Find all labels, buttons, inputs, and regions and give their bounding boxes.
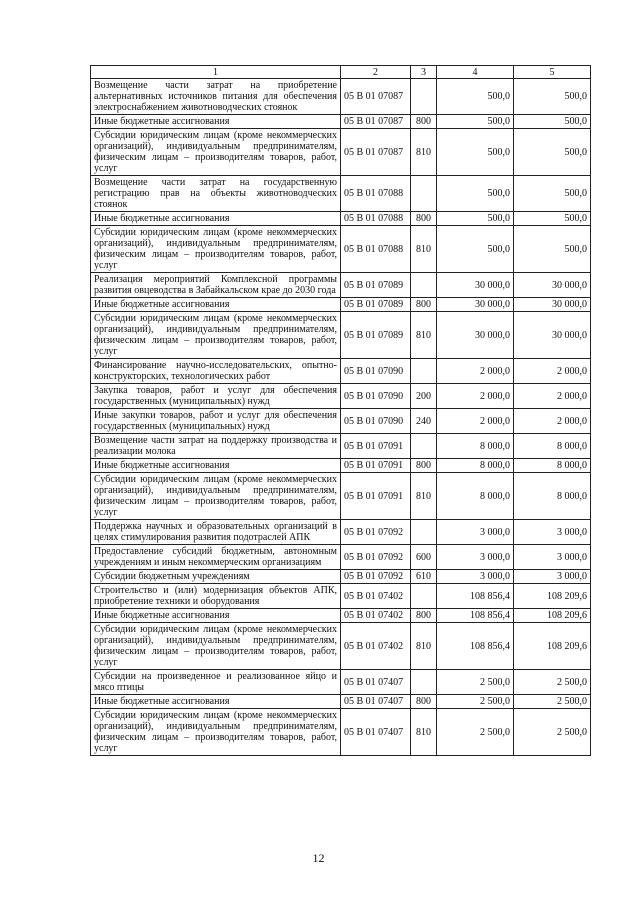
- row-expense-type: [411, 273, 437, 298]
- table-row: [91, 473, 591, 520]
- row-amount-1: 3 000,0: [437, 570, 514, 584]
- row-name: Иные бюджетные ассигнования: [91, 298, 341, 312]
- row-amount-1: 30 000,0: [437, 298, 514, 312]
- row-expense-type: [411, 584, 437, 609]
- row-code: 05 В 01 07089: [341, 298, 411, 312]
- row-code: 05 В 01 07092: [341, 545, 411, 570]
- row-amount-2: 2 000,0: [514, 409, 591, 434]
- row-code: 05 В 01 07087: [341, 115, 411, 129]
- table-row: [91, 298, 591, 312]
- row-code: 05 В 01 07407: [341, 670, 411, 695]
- row-amount-2: 30 000,0: [514, 273, 591, 298]
- row-expense-type: 810: [411, 473, 437, 520]
- header-row: [91, 66, 591, 79]
- row-name: Предоставление субсидий бюджетным, автономным учреждениям и иным некоммерческим организациям: [91, 545, 341, 570]
- row-expense-type: [411, 434, 437, 459]
- table-row: [91, 176, 591, 212]
- row-amount-1: 108 856,4: [437, 609, 514, 623]
- row-amount-1: 8 000,0: [437, 434, 514, 459]
- row-expense-type: 610: [411, 570, 437, 584]
- row-expense-type: [411, 176, 437, 212]
- row-expense-type: 810: [411, 129, 437, 176]
- row-name: Субсидии юридическим лицам (кроме некоммерческих организаций), индивидуальным предпринимателям, физическим лицам – производителям товаров, работ, услуг: [91, 473, 341, 520]
- header-col-2: 2: [341, 66, 411, 79]
- row-code: 05 В 01 07091: [341, 434, 411, 459]
- row-expense-type: 800: [411, 609, 437, 623]
- table-row: [91, 226, 591, 273]
- table-row: [91, 359, 591, 384]
- row-name: Реализация мероприятий Комплексной программы развития овцеводства в Забайкальском крае до 2030 года: [91, 273, 341, 298]
- row-amount-2: 2 500,0: [514, 670, 591, 695]
- row-expense-type: 810: [411, 226, 437, 273]
- row-amount-2: 108 209,6: [514, 623, 591, 670]
- row-name: Иные бюджетные ассигнования: [91, 212, 341, 226]
- row-amount-1: 2 500,0: [437, 709, 514, 756]
- table-row: [91, 570, 591, 584]
- row-amount-2: 3 000,0: [514, 570, 591, 584]
- table-header: [91, 66, 591, 79]
- row-code: 05 В 01 07407: [341, 695, 411, 709]
- row-code: 05 В 01 07402: [341, 584, 411, 609]
- row-expense-type: [411, 670, 437, 695]
- page-number: 12: [312, 851, 325, 865]
- row-amount-1: 2 000,0: [437, 409, 514, 434]
- row-amount-1: 500,0: [437, 226, 514, 273]
- row-code: 05 В 01 07087: [341, 129, 411, 176]
- table-row: [91, 129, 591, 176]
- row-amount-2: 3 000,0: [514, 520, 591, 545]
- row-amount-1: 500,0: [437, 129, 514, 176]
- row-amount-1: 500,0: [437, 115, 514, 129]
- header-col-1: 1: [91, 66, 341, 79]
- table-row: [91, 623, 591, 670]
- row-expense-type: [411, 79, 437, 115]
- row-expense-type: 800: [411, 695, 437, 709]
- row-name: Субсидии на произведенное и реализованное яйцо и мясо птицы: [91, 670, 341, 695]
- row-amount-1: 30 000,0: [437, 273, 514, 298]
- row-amount-1: 108 856,4: [437, 623, 514, 670]
- row-expense-type: 800: [411, 212, 437, 226]
- row-amount-1: 3 000,0: [437, 520, 514, 545]
- row-amount-1: 30 000,0: [437, 312, 514, 359]
- row-name: Финансирование научно-исследовательских, опытно-конструкторских, технологических работ: [91, 359, 341, 384]
- table-row: [91, 273, 591, 298]
- row-expense-type: 200: [411, 384, 437, 409]
- row-expense-type: 800: [411, 115, 437, 129]
- row-expense-type: 810: [411, 709, 437, 756]
- row-expense-type: [411, 359, 437, 384]
- row-amount-1: 108 856,4: [437, 584, 514, 609]
- row-name: Возмещение части затрат на поддержку производства и реализации молока: [91, 434, 341, 459]
- row-amount-2: 8 000,0: [514, 434, 591, 459]
- row-amount-2: 500,0: [514, 115, 591, 129]
- row-amount-2: 500,0: [514, 129, 591, 176]
- row-amount-2: 30 000,0: [514, 298, 591, 312]
- row-code: 05 В 01 07087: [341, 79, 411, 115]
- row-amount-1: 500,0: [437, 79, 514, 115]
- table-row: [91, 434, 591, 459]
- row-expense-type: 240: [411, 409, 437, 434]
- table-row: [91, 709, 591, 756]
- table-row: [91, 609, 591, 623]
- table-body: [91, 79, 591, 756]
- row-amount-2: 3 000,0: [514, 545, 591, 570]
- row-amount-2: 500,0: [514, 212, 591, 226]
- row-code: 05 В 01 07092: [341, 570, 411, 584]
- row-expense-type: 600: [411, 545, 437, 570]
- row-code: 05 В 01 07402: [341, 623, 411, 670]
- row-name: Поддержка научных и образовательных организаций в целях стимулирования развития подотраслей АПК: [91, 520, 341, 545]
- row-name: Субсидии юридическим лицам (кроме некоммерческих организаций), индивидуальным предпринимателям, физическим лицам – производителям товаров, работ, услуг: [91, 129, 341, 176]
- row-code: 05 В 01 07091: [341, 459, 411, 473]
- table-row: [91, 115, 591, 129]
- row-amount-1: 2 000,0: [437, 384, 514, 409]
- row-code: 05 В 01 07091: [341, 473, 411, 520]
- row-amount-2: 500,0: [514, 176, 591, 212]
- table-row: [91, 409, 591, 434]
- table-row: [91, 545, 591, 570]
- table-row: [91, 520, 591, 545]
- table-row: [91, 584, 591, 609]
- table-row: [91, 670, 591, 695]
- header-col-5: 5: [514, 66, 591, 79]
- table-row: [91, 79, 591, 115]
- row-code: 05 В 01 07090: [341, 409, 411, 434]
- table-row: [91, 459, 591, 473]
- row-amount-2: 2 500,0: [514, 695, 591, 709]
- row-amount-2: 8 000,0: [514, 473, 591, 520]
- row-name: Иные закупки товаров, работ и услуг для обеспечения государственных (муниципальных) нужд: [91, 409, 341, 434]
- row-amount-2: 2 000,0: [514, 359, 591, 384]
- row-name: Субсидии юридическим лицам (кроме некоммерческих организаций), индивидуальным предпринимателям, физическим лицам – производителям товаров, работ, услуг: [91, 226, 341, 273]
- row-amount-1: 8 000,0: [437, 459, 514, 473]
- row-amount-1: 500,0: [437, 212, 514, 226]
- table-row: [91, 384, 591, 409]
- row-amount-1: 2 500,0: [437, 670, 514, 695]
- row-amount-1: 500,0: [437, 176, 514, 212]
- row-amount-1: 2 500,0: [437, 695, 514, 709]
- row-name: Возмещение части затрат на приобретение альтернативных источников питания для обеспечения электроснабжением животноводческих стоянок: [91, 79, 341, 115]
- row-code: 05 В 01 07402: [341, 609, 411, 623]
- row-code: 05 В 01 07089: [341, 312, 411, 359]
- row-name: Субсидии юридическим лицам (кроме некоммерческих организаций), индивидуальным предпринимателям, физическим лицам – производителям товаров, работ, услуг: [91, 623, 341, 670]
- row-name: Иные бюджетные ассигнования: [91, 695, 341, 709]
- row-expense-type: [411, 520, 437, 545]
- row-name: Субсидии бюджетным учреждениям: [91, 570, 341, 584]
- row-code: 05 В 01 07088: [341, 226, 411, 273]
- row-amount-2: 500,0: [514, 226, 591, 273]
- row-expense-type: 810: [411, 312, 437, 359]
- row-amount-1: 3 000,0: [437, 545, 514, 570]
- row-name: Субсидии юридическим лицам (кроме некоммерческих организаций), индивидуальным предпринимателям, физическим лицам – производителям товаров, работ, услуг: [91, 312, 341, 359]
- row-code: 05 В 01 07092: [341, 520, 411, 545]
- row-name: Субсидии юридическим лицам (кроме некоммерческих организаций), индивидуальным предпринимателям, физическим лицам – производителям товаров, работ, услуг: [91, 709, 341, 756]
- row-code: 05 В 01 07407: [341, 709, 411, 756]
- row-amount-2: 2 500,0: [514, 709, 591, 756]
- header-col-3: 3: [411, 66, 437, 79]
- row-code: 05 В 01 07090: [341, 359, 411, 384]
- table-row: [91, 695, 591, 709]
- row-name: Закупка товаров, работ и услуг для обеспечения государственных (муниципальных) нужд: [91, 384, 341, 409]
- row-name: Строительство и (или) модернизация объектов АПК, приобретение техники и оборудования: [91, 584, 341, 609]
- row-amount-2: 8 000,0: [514, 459, 591, 473]
- row-amount-2: 108 209,6: [514, 584, 591, 609]
- table-row: [91, 312, 591, 359]
- row-code: 05 В 01 07088: [341, 176, 411, 212]
- row-expense-type: 800: [411, 459, 437, 473]
- row-amount-1: 2 000,0: [437, 359, 514, 384]
- row-amount-2: 500,0: [514, 79, 591, 115]
- row-amount-2: 108 209,6: [514, 609, 591, 623]
- row-name: Возмещение части затрат на государственную регистрацию прав на объекты животноводческих стоянок: [91, 176, 341, 212]
- row-name: Иные бюджетные ассигнования: [91, 609, 341, 623]
- row-name: Иные бюджетные ассигнования: [91, 115, 341, 129]
- row-amount-2: 30 000,0: [514, 312, 591, 359]
- row-name: Иные бюджетные ассигнования: [91, 459, 341, 473]
- row-expense-type: 800: [411, 298, 437, 312]
- header-col-4: 4: [437, 66, 514, 79]
- table-row: [91, 212, 591, 226]
- row-code: 05 В 01 07088: [341, 212, 411, 226]
- budget-table: [90, 65, 591, 756]
- row-code: 05 В 01 07090: [341, 384, 411, 409]
- row-amount-2: 2 000,0: [514, 384, 591, 409]
- row-amount-1: 8 000,0: [437, 473, 514, 520]
- row-expense-type: 810: [411, 623, 437, 670]
- row-code: 05 В 01 07089: [341, 273, 411, 298]
